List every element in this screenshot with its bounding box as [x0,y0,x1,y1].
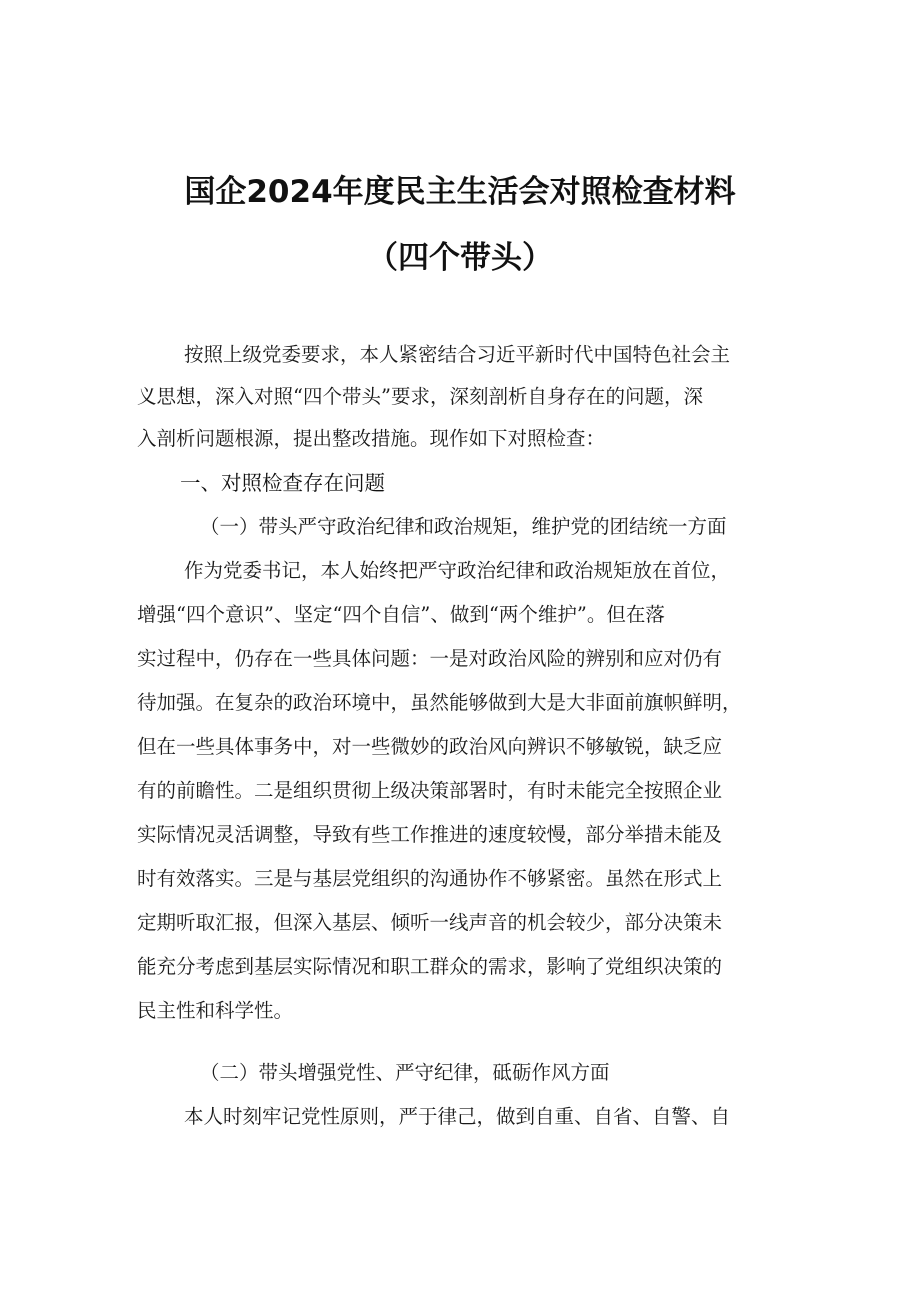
body-line: 时有效落实。三是与基层党组织的沟通协作不够紧密。虽然在形式上 [137,867,723,890]
body-line: 有的前瞻性。二是组织贯彻上级决策部署时，有时未能完全按照企业 [137,779,723,802]
document-title: 国企2024年度民主生活会对照检查材料 [184,174,736,210]
body-line: 但在一些具体事务中，对一些微妙的政治风向辨识不够敏锐，缺乏应 [137,735,723,758]
body-line: 实过程中，仍存在一些具体问题：一是对政治风险的辨别和应对仍有 [137,647,723,670]
subsection-heading: （一）带头严守政治纪律和政治规矩，维护党的团结统一方面 [200,515,727,538]
body-line: 民主性和科学性。 [137,999,294,1022]
body-line: 能充分考虑到基层实际情况和职工群众的需求，影响了党组织决策的 [137,955,723,978]
document-subtitle: （四个带头） [367,240,553,276]
body-line: 本人时刻牢记党性原则，严于律己，做到自重、自省、自警、自 [184,1105,731,1128]
body-line: 实际情况灵活调整，导致有些工作推进的速度较慢，部分举措未能及 [137,823,723,846]
subsection-heading: （二）带头增强党性、严守纪律，砥砺作风方面 [200,1061,610,1084]
intro-line: 义思想，深入对照“四个带头”要求，深刻剖析自身存在的问题，深 [137,385,703,408]
section-heading: 一、对照检查存在问题 [180,471,385,495]
body-line: 定期听取汇报，但深入基层、倾听一线声音的机会较少，部分决策未 [137,911,723,934]
body-line: 增强“四个意识”、坚定“四个自信”、做到“两个维护”。但在落 [137,603,665,626]
intro-line: 按照上级党委要求，本人紧密结合习近平新时代中国特色社会主 [184,343,731,366]
body-line: 待加强。在复杂的政治环境中，虽然能够做到大是大非面前旗帜鲜明， [137,691,742,714]
body-line: 作为党委书记，本人始终把严守政治纪律和政治规矩放在首位， [184,559,731,582]
intro-line: 入剖析问题根源，提出整改措施。现作如下对照检查： [137,427,606,450]
